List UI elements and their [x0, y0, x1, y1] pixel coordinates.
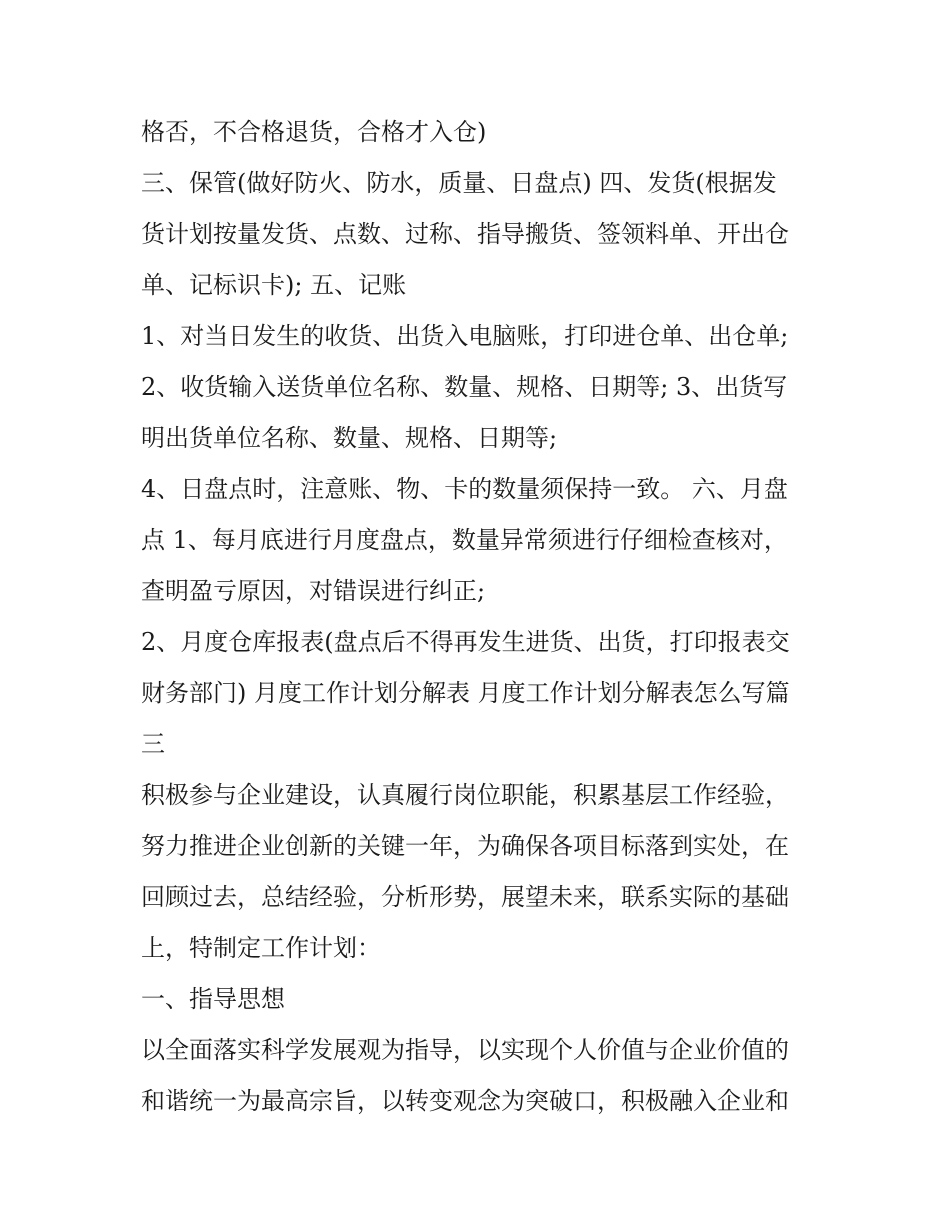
text-line: 财务部门) 月度工作计划分解表 月度工作计划分解表怎么写篇 — [141, 679, 790, 707]
text-line: 单、记标识卡); 五、记账 — [141, 271, 407, 299]
text-line: 努力推进企业创新的关键一年，为确保各项目标落到实处，在 — [141, 832, 789, 860]
text-line: 2、收货输入送货单位名称、数量、规格、日期等; 3、出货写 — [141, 373, 788, 401]
text-line: 货计划按量发货、点数、过称、指导搬货、签领料单、开出仓 — [141, 220, 789, 248]
text-line: 明出货单位名称、数量、规格、日期等; — [141, 424, 558, 452]
text-line: 点 1、每月底进行月度盘点，数量异常须进行仔细检查核对， — [141, 526, 788, 554]
text-line: 一、指导思想 — [141, 985, 285, 1013]
text-line: 回顾过去，总结经验，分析形势，展望未来，联系实际的基础 — [141, 883, 789, 911]
text-line: 2、月度仓库报表(盘点后不得再发生进货、出货，打印报表交 — [141, 628, 790, 656]
text-line: 4、日盘点时，注意账、物、卡的数量须保持一致。 六、月盘 — [141, 475, 788, 503]
text-line: 以全面落实科学发展观为指导，以实现个人价值与企业价值的 — [141, 1036, 789, 1064]
text-line: 上，特制定工作计划： — [141, 934, 381, 962]
text-line: 1、对当日发生的收货、出货入电脑账，打印进仓单、出仓单; — [141, 322, 789, 350]
text-line: 格否，不合格退货，合格才入仓) — [141, 118, 487, 146]
text-line: 查明盈亏原因，对错误进行纠正; — [141, 577, 486, 605]
text-line: 三、保管(做好防火、防水，质量、日盘点) 四、发货(根据发 — [141, 169, 777, 197]
document-body — [141, 107, 821, 1127]
text-line: 积极参与企业建设，认真履行岗位职能，积累基层工作经验， — [141, 781, 789, 809]
text-line: 和谐统一为最高宗旨，以转变观念为突破口，积极融入企业和 — [141, 1087, 789, 1115]
text-line: 三 — [141, 730, 165, 758]
